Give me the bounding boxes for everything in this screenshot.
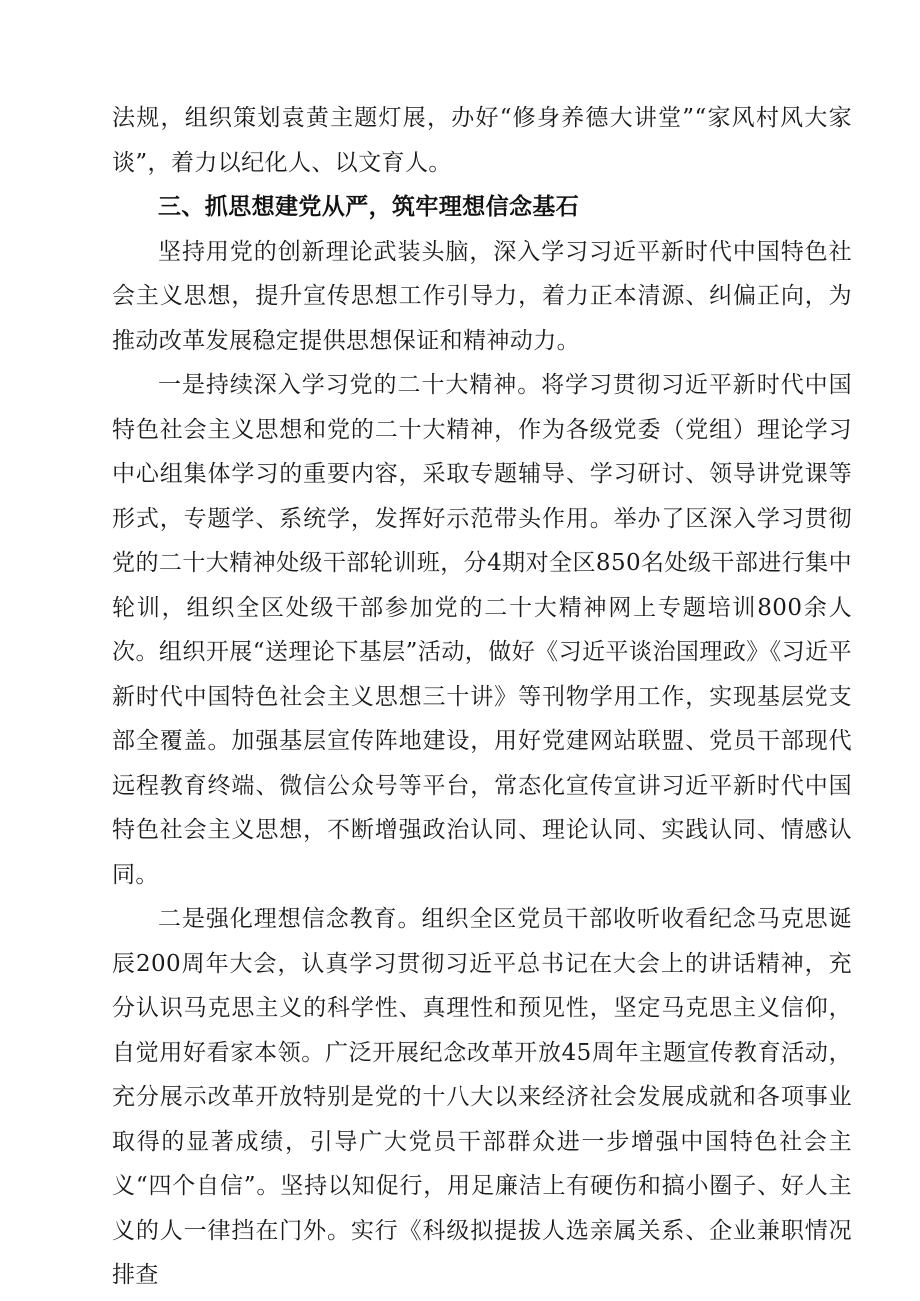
document-body xyxy=(112,96,852,1298)
paragraph-point-two: 二是强化理想信念教育。组织全区党员干部收听收看纪念马克思诞辰200周年大会，认真学习贯彻习近平总书记在大会上的讲话精神，充分认识马克思主义的科学性、真理性和预见性，坚定马克思主义信仰，自觉用好看家本领。广泛开展纪念改革开放45周年主题宣传教育活动，充分展示改革开放特别是党的十八大以来经济社会发展成就和各项事业取得的显著成绩，引导广大党员干部群众进一步增强中国特色社会主义“四个自信”。坚持以知促行，用足廉洁上有硬伤和搞小圈子、好人主义的人一律挡在门外。实行《科级拟提拔人选亲属关系、企业兼职情况排查 xyxy=(112,906,852,1288)
section-heading: 三、抓思想建党从严，筑牢理想信念基石 xyxy=(158,194,580,220)
paragraph-intro: 坚持用党的创新理论武装头脑，深入学习习近平新时代中国特色社会主义思想，提升宣传思想工作引导力，着力正本清源、纠偏正向，为推动改革发展稳定提供思想保证和精神动力。 xyxy=(112,238,852,354)
paragraph-point-one: 一是持续深入学习党的二十大精神。将学习贯彻习近平新时代中国特色社会主义思想和党的二十大精神，作为各级党委（党组）理论学习中心组集体学习的重要内容，采取专题辅导、学习研讨、领导讲党课等形式，专题学、系统学，发挥好示范带头作用。举办了区深入学习贯彻党的二十大精神处级干部轮训班，分4期对全区850名处级干部进行集中轮训，组织全区处级干部参加党的二十大精神网上专题培训800余人次。组织开展“送理论下基层”活动，做好《习近平谈治国理政》《习近平新时代中国特色社会主义思想三十讲》等刊物学用工作，实现基层党支部全覆盖。加强基层宣传阵地建设，用好党建网站联盟、党员干部现代远程教育终端、微信公众号等平台，常态化宣传宣讲习近平新时代中国特色社会主义思想，不断增强政治认同、理论认同、实践认同、情感认同。 xyxy=(112,372,852,888)
paragraph-continued: 法规，组织策划袁黄主题灯展，办好“修身养德大讲堂”“家风村风大家谈”，着力以纪化人、以文育人。 xyxy=(112,105,852,176)
